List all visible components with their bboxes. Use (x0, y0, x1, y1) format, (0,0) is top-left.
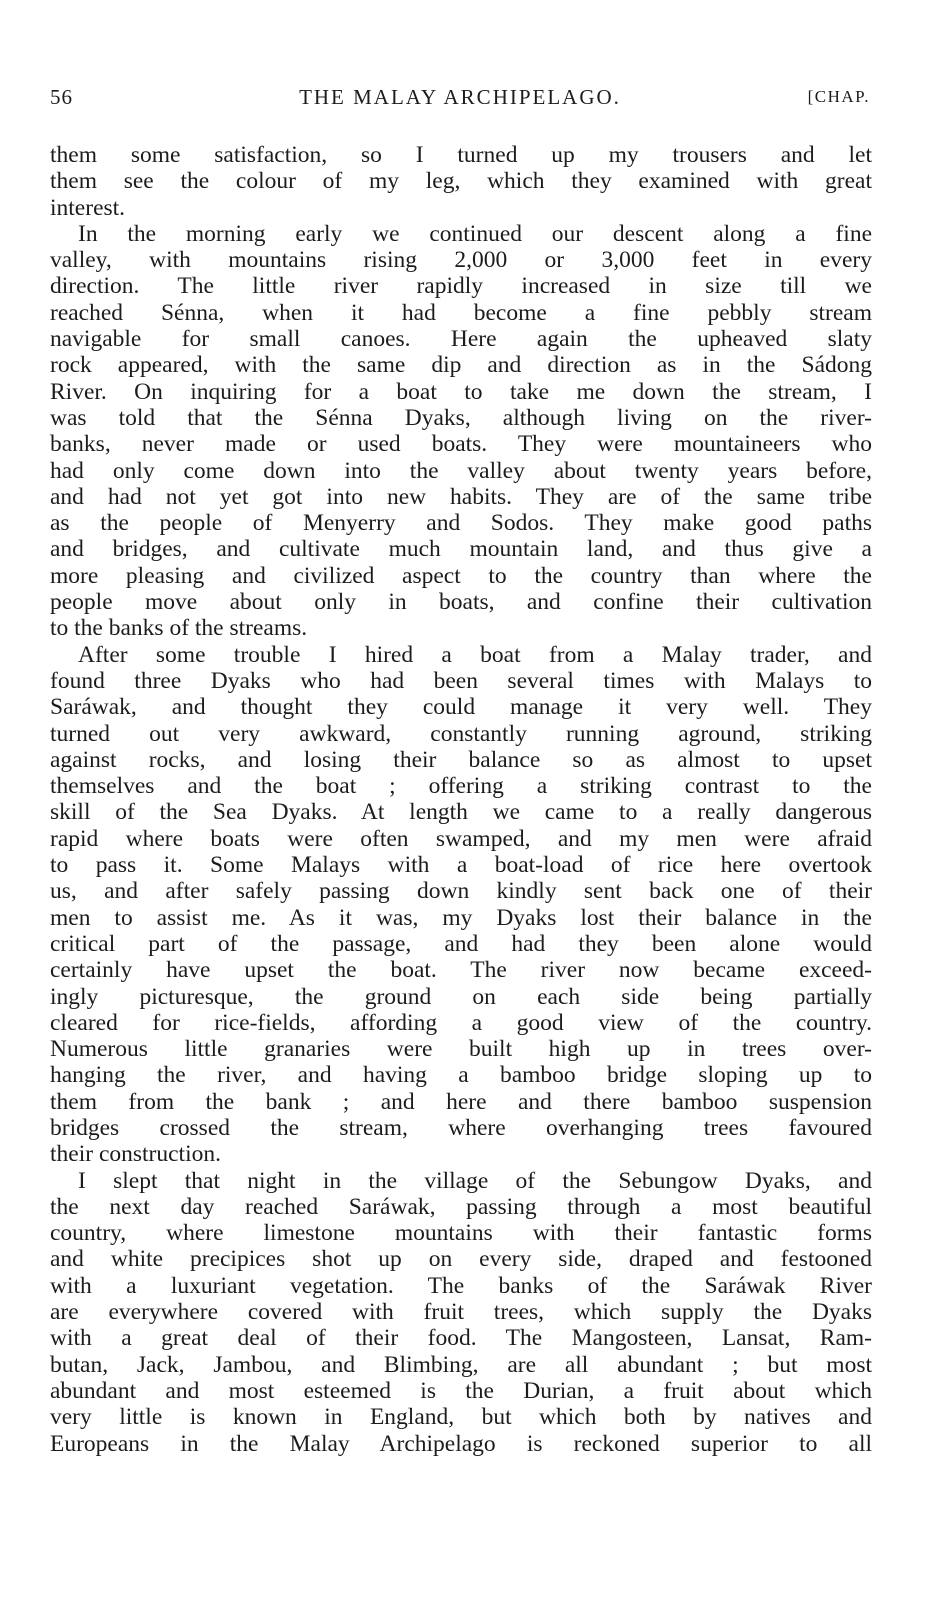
text-line: more pleasing and civilized aspect to the country than where the (50, 562, 872, 589)
text-line: are everywhere covered with fruit trees, which supply the Dyaks (50, 1299, 872, 1326)
text-line: valley, with mountains rising 2,000 or 3,000 feet in every (50, 247, 872, 274)
text-line: bridges crossed the stream, where overhanging trees favoured (50, 1114, 872, 1141)
text-line: ingly picturesque, the ground on each side being partially (50, 983, 872, 1010)
text-line: very little is known in England, but which both by natives and (50, 1404, 872, 1431)
text-line: Saráwak, and thought they could manage it very well. They (50, 694, 872, 721)
text-line: Numerous little granaries were built high up in trees over- (50, 1036, 872, 1063)
running-head (50, 82, 870, 112)
text-line: banks, never made or used boats. They were mountaineers who (50, 431, 872, 458)
text-line: I slept that night in the village of the Sebungow Dyaks, and (78, 1167, 872, 1194)
text-line: against rocks, and losing their balance so as almost to upset (50, 746, 872, 773)
chapter-mark: [CHAP. (807, 87, 870, 106)
text-line: the next day reached Saráwak, passing through a most beautiful (50, 1193, 872, 1220)
text-line: turned out very awkward, constantly running aground, striking (50, 720, 872, 747)
text-line: rock appeared, with the same dip and direction as in the Sádong (50, 352, 872, 379)
text-line: butan, Jack, Jambou, and Blimbing, are all abundant ; but most (50, 1351, 872, 1378)
text-line: to pass it. Some Malays with a boat-load of rice here overtook (50, 852, 872, 879)
text-line: River. On inquiring for a boat to take me down the stream, I (50, 378, 872, 405)
text-line: abundant and most esteemed is the Durian, a fruit about which (50, 1377, 872, 1404)
text-line: skill of the Sea Dyaks. At length we came to a really dangerous (50, 799, 872, 826)
text-line: to the banks of the streams. (50, 615, 308, 642)
text-line: men to assist me. As it was, my Dyaks lost their balance in the (50, 904, 872, 931)
text-line: them see the colour of my leg, which they examined with great (50, 168, 872, 195)
text-line: and bridges, and cultivate much mountain land, and thus give a (50, 536, 872, 563)
text-line: rapid where boats were often swamped, and my men were afraid (50, 825, 872, 852)
text-line: with a great deal of their food. The Mangosteen, Lansat, Ram- (50, 1325, 872, 1352)
text-line: reached Sénna, when it had become a fine pebbly stream (50, 299, 872, 326)
text-line: people move about only in boats, and confine their cultivation (50, 589, 872, 616)
text-line: them some satisfaction, so I turned up my trousers and let (50, 142, 872, 168)
text-line: their construction. (50, 1141, 221, 1168)
text-line: us, and after safely passing down kindly sent back one of their (50, 878, 872, 905)
text-line: as the people of Menyerry and Sodos. They make good paths (50, 510, 872, 537)
text-line: Europeans in the Malay Archipelago is reckoned superior to all (50, 1430, 872, 1457)
text-line: direction. The little river rapidly increased in size till we (50, 273, 872, 300)
text-line: with a luxuriant vegetation. The banks of the Saráwak River (50, 1272, 872, 1299)
body-text (50, 142, 872, 1457)
text-line: country, where limestone mountains with their fantastic forms (50, 1220, 872, 1247)
book-title: THE MALAY ARCHIPELAGO. (299, 85, 621, 109)
text-line: themselves and the boat ; offering a striking contrast to the (50, 773, 872, 800)
page-number: 56 (50, 85, 73, 109)
text-line: had only come down into the valley about twenty years before, (50, 457, 872, 484)
text-line: them from the bank ; and here and there bamboo suspension (50, 1088, 872, 1115)
text-line: In the morning early we continued our descent along a fine (78, 220, 872, 247)
text-line: cleared for rice-fields, affording a good view of the country. (50, 1009, 872, 1036)
text-line: navigable for small canoes. Here again the upheaved slaty (50, 326, 872, 353)
text-line: certainly have upset the boat. The river now became exceed- (50, 957, 872, 984)
text-line: and white precipices shot up on every side, draped and festooned (50, 1246, 872, 1273)
text-line: found three Dyaks who had been several times with Malays to (50, 667, 872, 694)
text-line: and had not yet got into new habits. They are of the same tribe (50, 483, 872, 510)
text-line: critical part of the passage, and had they been alone would (50, 930, 872, 957)
text-line: interest. (50, 194, 126, 221)
text-line: was told that the Sénna Dyaks, although living on the river- (50, 404, 872, 431)
text-line: hanging the river, and having a bamboo bridge sloping up to (50, 1062, 872, 1089)
text-line: After some trouble I hired a boat from a Malay trader, and (78, 641, 872, 668)
